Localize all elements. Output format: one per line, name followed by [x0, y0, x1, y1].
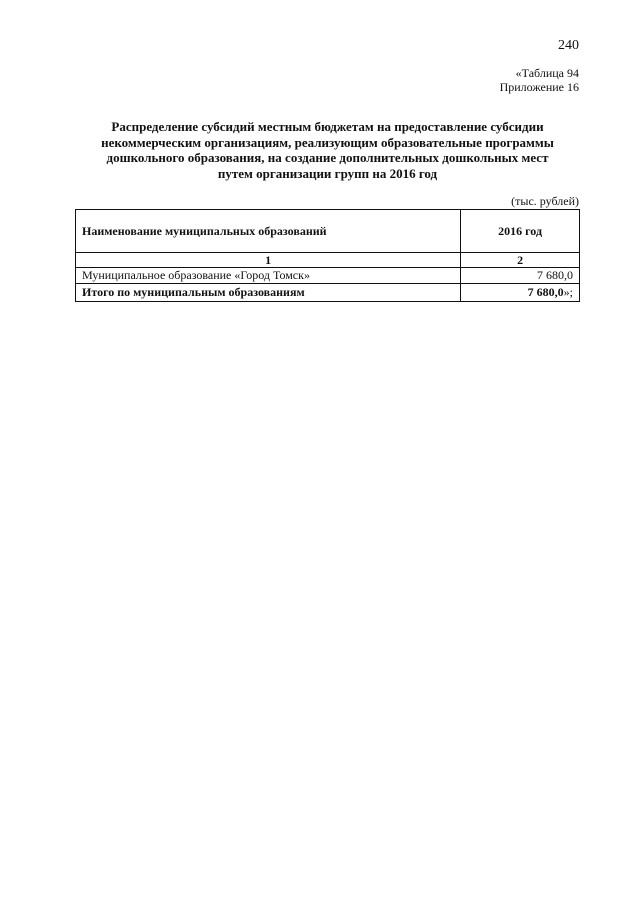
- total-cell: [461, 284, 580, 302]
- appendix-reference: [500, 66, 579, 94]
- closing-quote-suffix: »;: [563, 285, 573, 299]
- total-label: Итого по муниципальным образованиям: [76, 284, 461, 302]
- header-municipality: Наименование муниципальных образований: [76, 210, 461, 253]
- municipality-name: Муниципальное образование «Город Томск»: [76, 268, 461, 284]
- title-line-1: Распределение субсидий местным бюджетам на предоставление субсидии: [111, 119, 544, 134]
- column-number-2: 2: [461, 253, 580, 268]
- column-number-row: [76, 253, 580, 268]
- page-number: 240: [558, 38, 579, 53]
- document-title: [75, 119, 580, 181]
- title-line-3: дошкольного образования, на создание дополнительных дошкольных мест: [106, 150, 549, 165]
- title-line-4: путем организации групп на 2016 год: [217, 165, 438, 181]
- units-note: (тыс. рублей): [511, 194, 579, 208]
- total-row: [76, 284, 580, 302]
- table-row: [76, 268, 580, 284]
- subsidy-table: [75, 209, 580, 302]
- header-year: 2016 год: [461, 210, 580, 253]
- table-reference: «Таблица 94: [515, 66, 579, 80]
- total-amount: 7 680,0: [527, 285, 564, 299]
- table-header-row: [76, 210, 580, 253]
- annex-reference: Приложение 16: [499, 80, 579, 94]
- title-line-2: некоммерческим организациям, реализующим образовательные программы: [101, 134, 554, 150]
- column-number-1: 1: [76, 253, 461, 268]
- subsidy-amount: 7 680,0: [461, 268, 580, 284]
